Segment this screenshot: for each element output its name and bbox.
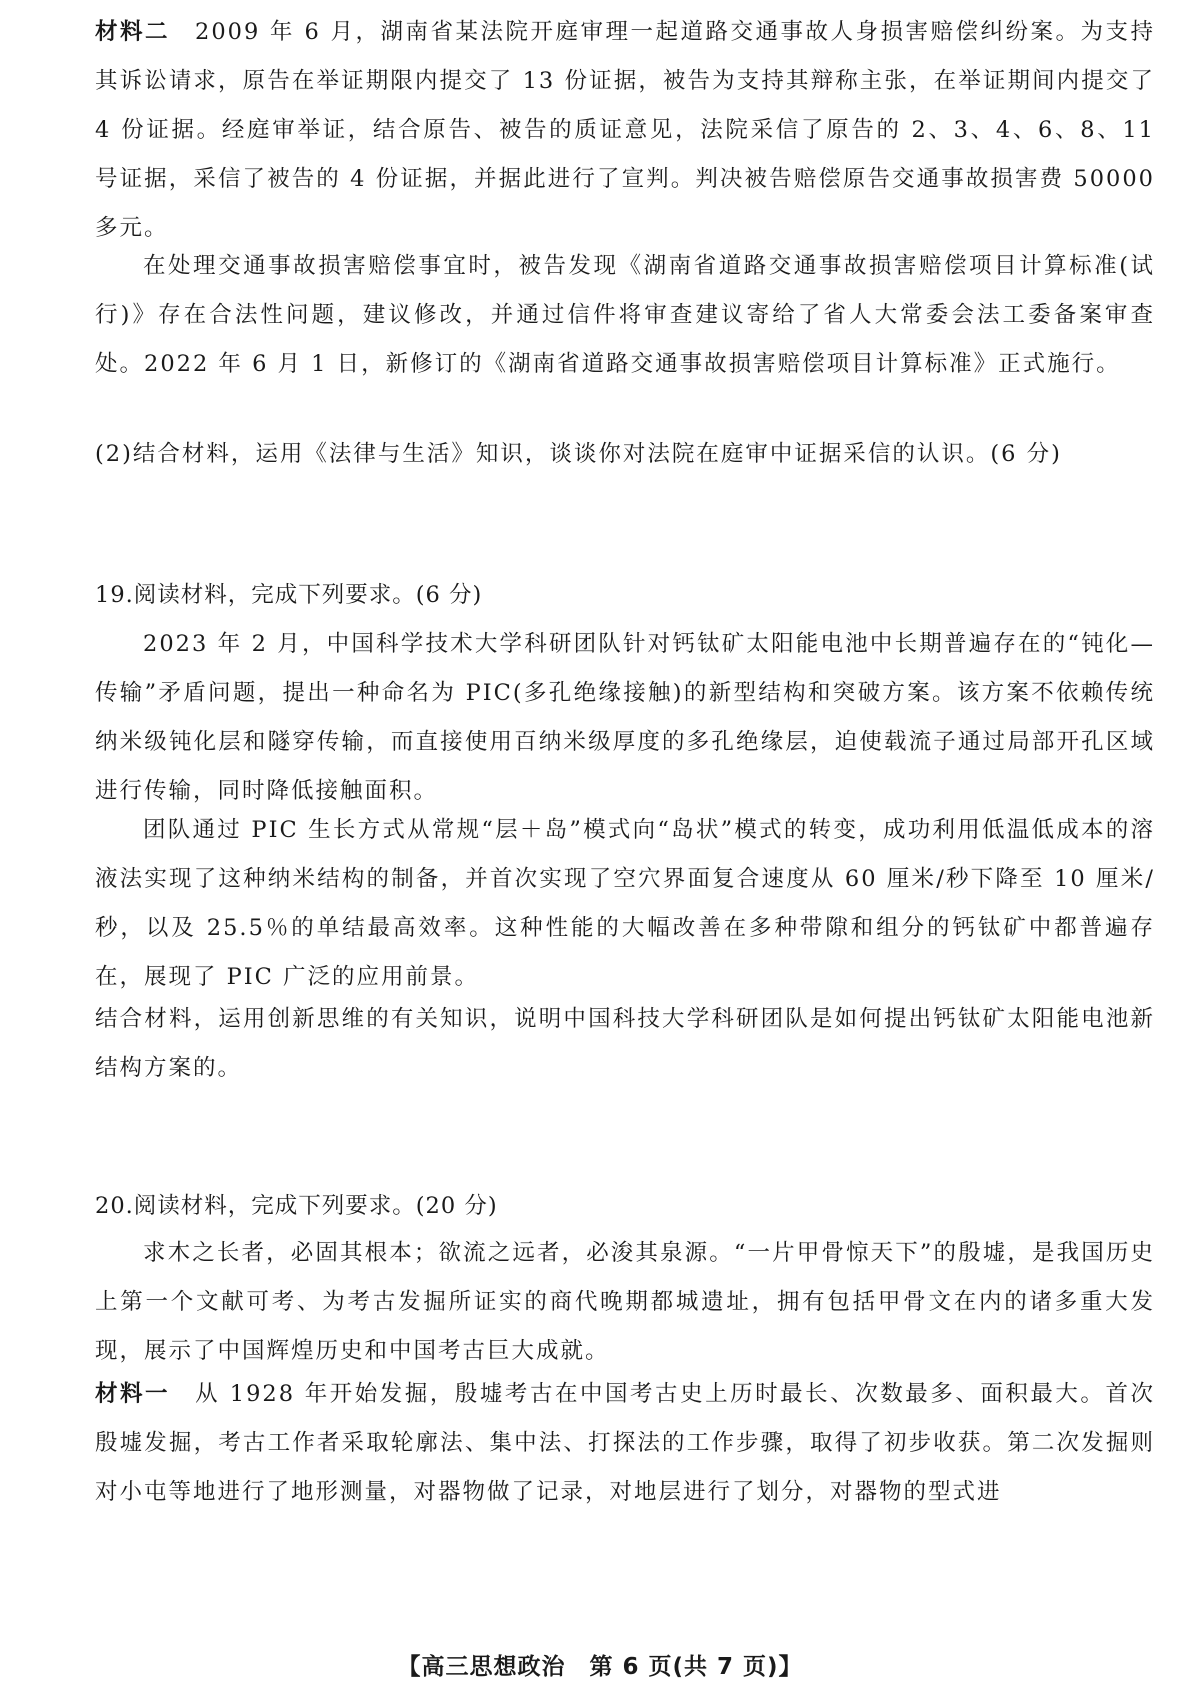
material2-paragraph-2: 在处理交通事故损害赔偿事宜时，被告发现《湖南省道路交通事故损害赔偿项目计算标准(试行)》存在合法性问题，建议修改，并通过信件将审查建议寄给了省人大常委会法工委备案审查处。2022 年 6 月 1 日，新修订的《湖南省道路交通事故损害赔偿项目计算标准》正式施行。 <box>95 253 1155 377</box>
question-18-2: (2)结合材料，运用《法律与生活》知识，谈谈你对法院在庭审中证据采信的认识。(6 分) <box>95 441 1062 467</box>
question-20-intro: 求木之长者，必固其根本；欲流之远者，必浚其泉源。“一片甲骨惊天下”的殷墟，是我国历史上第一个文献可考、为考古发掘所证实的商代晚期都城遗址，拥有包括甲骨文在内的诸多重大发现，展示了中国辉煌历史和中国考古巨大成就。 <box>95 1240 1155 1364</box>
question-19-paragraph-2: 团队通过 PIC 生长方式从常规“层＋岛”模式向“岛状”模式的转变，成功利用低温低成本的溶液法实现了这种纳米结构的制备，并首次实现了空穴界面复合速度从 60 厘米/秒下降至 10 厘米/秒，以及 25.5％的单结最高效率。这种性能的大幅改善在多种带隙和组分的钙钛矿中都普遍存在，展现了 PIC 广泛的应用前景。 <box>95 817 1155 990</box>
material2-paragraph-1 <box>95 8 1155 253</box>
material1-paragraph <box>95 1370 1155 1517</box>
question-19-heading: 19.阅读材料，完成下列要求。(6 分) <box>95 582 483 608</box>
material1-text: 从 1928 年开始发掘，殷墟考古在中国考古史上历时最长、次数最多、面积最大。首次殷墟发掘，考古工作者采取轮廓法、集中法、打探法的工作步骤，取得了初步收获。第二次发掘则对小屯等地进行了地形测量，对器物做了记录，对地层进行了划分，对器物的型式进 <box>95 1381 1155 1505</box>
material2-para1-text: 2009 年 6 月，湖南省某法院开庭审理一起道路交通事故人身损害赔偿纠纷案。为支持其诉讼请求，原告在举证期限内提交了 13 份证据，被告为支持其辩称主张，在举证期间内提交了 4 份证据。经庭审举证，结合原告、被告的质证意见，法院采信了原告的 2、3、4、6、8、11 号证据，采信了被告的 4 份证据，并据此进行了宣判。判决被告赔偿原告交通事故损害费 50000 多元。 <box>95 19 1155 241</box>
question-19-paragraph-1: 2023 年 2 月，中国科学技术大学科研团队针对钙钛矿太阳能电池中长期普遍存在的“钝化—传输”矛盾问题，提出一种命名为 PIC(多孔绝缘接触)的新型结构和突破方案。该方案不依赖传统纳米级钝化层和隧穿传输，而直接使用百纳米级厚度的多孔绝缘层，迫使载流子通过局部开孔区域进行传输，同时降低接触面积。 <box>95 631 1155 804</box>
material1-label: 材料一 <box>95 1381 171 1407</box>
material2-label: 材料二 <box>95 19 170 45</box>
page-footer: 【高三思想政治 第 6 页(共 7 页)】 <box>397 1654 803 1680</box>
question-19-prompt: 结合材料，运用创新思维的有关知识，说明中国科技大学科研团队是如何提出钙钛矿太阳能电池新结构方案的。 <box>95 1006 1155 1081</box>
question-20-heading: 20.阅读材料，完成下列要求。(20 分) <box>95 1193 498 1219</box>
